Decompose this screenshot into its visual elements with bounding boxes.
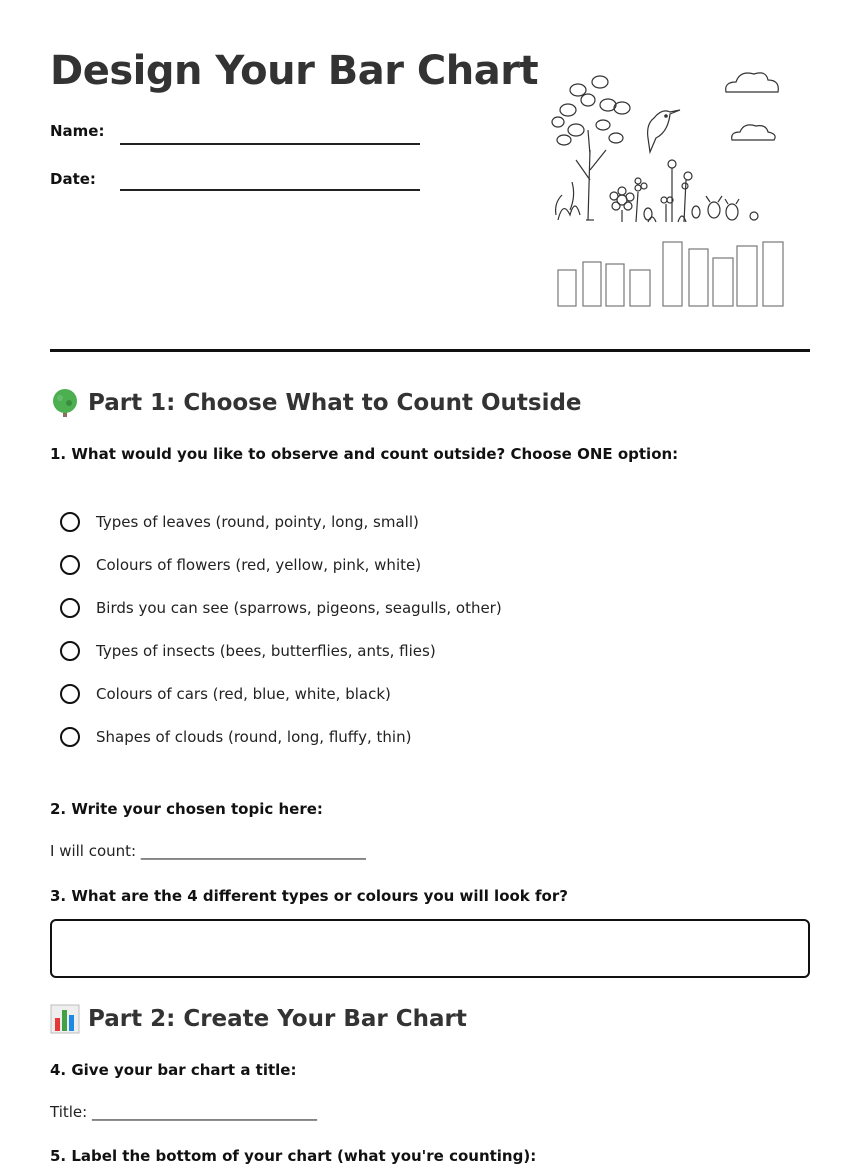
- option-clouds[interactable]: [60, 724, 411, 750]
- question-5: 5. Label the bottom of your chart (what you're counting):: [50, 1147, 537, 1165]
- option-label: Colours of cars (red, blue, white, black): [96, 685, 391, 703]
- cloud-drawing-2: [732, 125, 775, 140]
- option-flowers[interactable]: [60, 552, 421, 578]
- part1-heading: [50, 388, 582, 418]
- radio-button[interactable]: [60, 598, 80, 618]
- question-4: 4. Give your bar chart a title:: [50, 1061, 297, 1079]
- name-field[interactable]: [120, 143, 420, 145]
- option-label: Types of insects (bees, butterflies, ants, flies): [96, 642, 436, 660]
- date-label: Date:: [50, 170, 96, 188]
- tree-drawing: [552, 76, 630, 220]
- title-fill-line[interactable]: Title: ______________________________: [50, 1103, 317, 1121]
- radio-button[interactable]: [60, 641, 80, 661]
- section-divider: [50, 349, 810, 352]
- flowers-drawing: [610, 160, 692, 222]
- part1-heading-text: Part 1: Choose What to Count Outside: [88, 390, 582, 416]
- bar-chart-drawing: [558, 242, 783, 306]
- radio-button[interactable]: [60, 684, 80, 704]
- radio-button[interactable]: [60, 512, 80, 532]
- option-cars[interactable]: [60, 681, 391, 707]
- part2-heading-text: Part 2: Create Your Bar Chart: [88, 1006, 467, 1032]
- option-label: Shapes of clouds (round, long, fluffy, thin): [96, 728, 412, 746]
- question-1: 1. What would you like to observe and count outside? Choose ONE option:: [50, 445, 679, 463]
- types-answer-box[interactable]: [50, 919, 810, 978]
- question-2: 2. Write your chosen topic here:: [50, 800, 323, 818]
- bar-chart-icon: [50, 1004, 80, 1034]
- topic-fill-line[interactable]: I will count: ______________________________: [50, 842, 366, 860]
- option-leaves[interactable]: [60, 509, 419, 535]
- option-insects[interactable]: [60, 638, 436, 664]
- radio-button[interactable]: [60, 555, 80, 575]
- tree-icon: [50, 388, 80, 418]
- nature-illustration: [548, 60, 798, 320]
- option-label: Birds you can see (sparrows, pigeons, seagulls, other): [96, 599, 502, 617]
- bird-drawing: [648, 110, 680, 152]
- radio-button[interactable]: [60, 727, 80, 747]
- option-label: Colours of flowers (red, yellow, pink, white): [96, 556, 422, 574]
- name-label: Name:: [50, 122, 105, 140]
- option-birds[interactable]: [60, 595, 502, 621]
- cloud-drawing-1: [726, 73, 779, 92]
- option-label: Types of leaves (round, pointy, long, small): [96, 513, 419, 531]
- page-title: Design Your Bar Chart: [50, 48, 539, 94]
- part2-heading: [50, 1004, 467, 1034]
- date-field[interactable]: [120, 189, 420, 191]
- question-3: 3. What are the 4 different types or colours you will look for?: [50, 887, 568, 905]
